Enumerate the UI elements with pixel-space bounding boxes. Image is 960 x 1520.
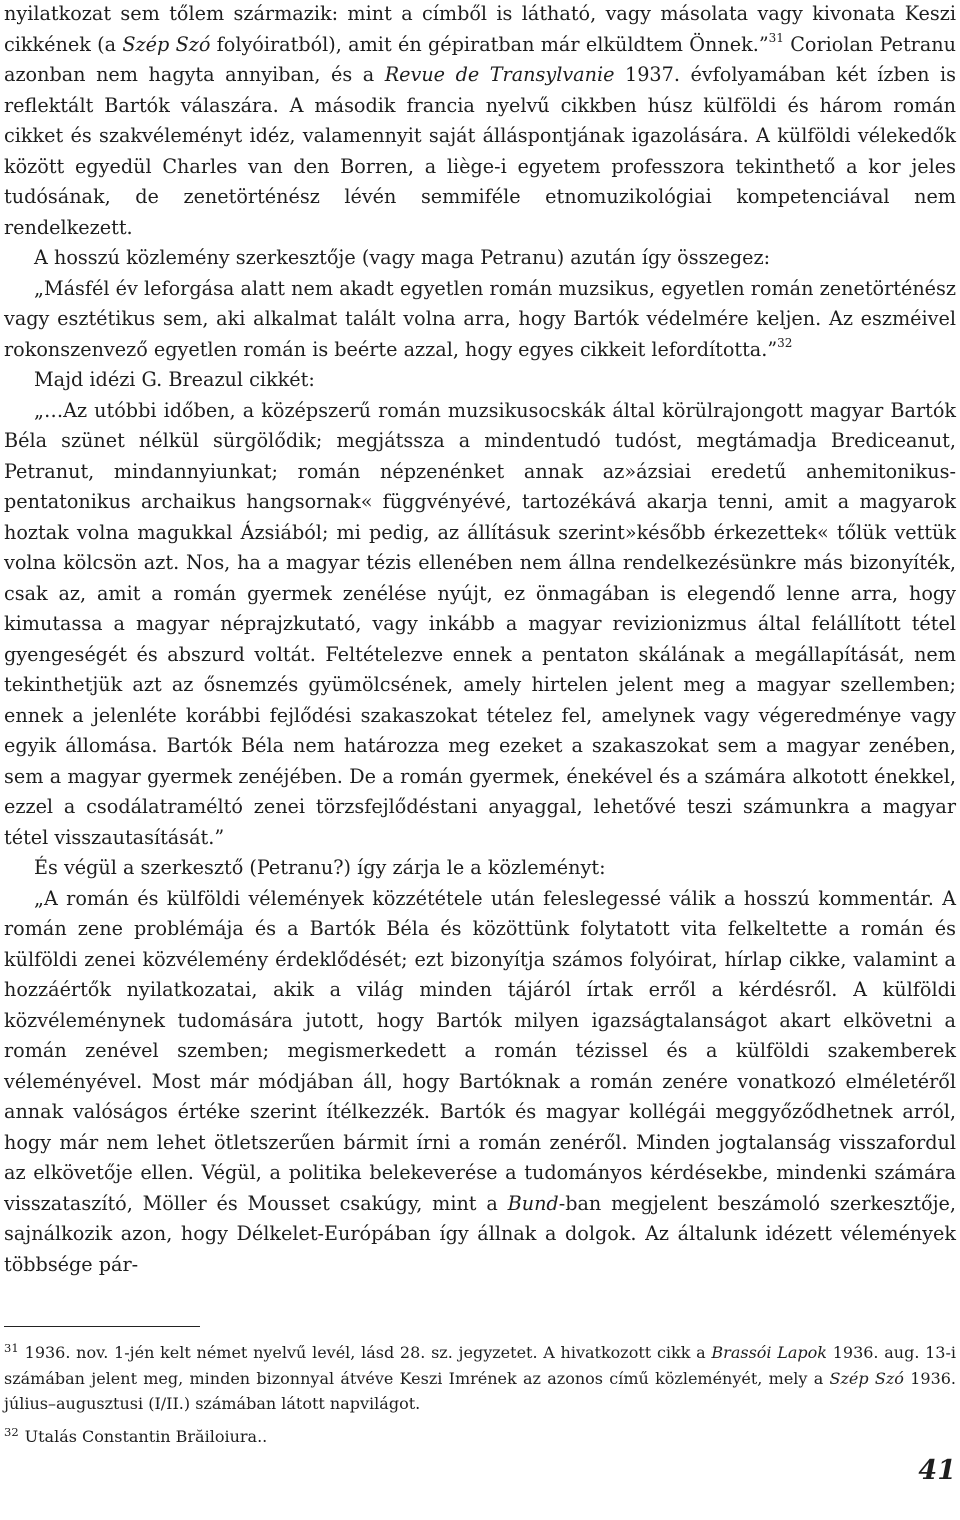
paragraph-6: És végül a szerkesztő (Petranu?) így zárja le a közleményt:	[34, 856, 606, 879]
paragraph-2: A hosszú közlemény szerkesztője (vagy maga Petranu) azután így összegez:	[34, 246, 771, 269]
paragraph-7-quote: „A román és külföldi vélemények közzététele után feleslegessé válik a hosszú kommentár. A román zene problémája és a Bartók Béla és közöttünk folytatott vita felkeltette a román és külföldi zenei közvélemény érdeklődését; ezt bizonyítja számos folyóirat, hírlap cikke, valamint a hozzáértők nyilatkozatai, akik a világ minden tájáról írtak erről a kérdésről. A külföldi közvéleménynek tudomására jutott, hogy Bartók milyen igazságtalanságot akart elkövetni a román zenével szemben; megismerkedett a román tézissel és a külföldi szakemberek véleményével. Most már módjában áll, hogy Bartóknak a román zenére vonatkozó elméletéről annak valóságos értéke szerint ítélkezzék. Bartók és magyar kollégái meggyőződhetnek arról, hogy már nem lehet ötletszerűen bármit írni a román zenéről. Minden jogtalanság visszafordul az elkövetője ellen. Végül, a politika belekeverése a tudományos kérdésekbe, mindenki számára visszataszító, Möller és Mousset csakúgy, mint a Bund-ban megjelent beszámoló szerkesztője, sajnálkozik azon, hogy Délkelet-Európában így állnak a dolgok. Az általunk idézett vélemények többsége pár-	[4, 886, 956, 1276]
footnote-31: $^{31}$ 1936. nov. 1-jén kelt német nyelvű levél, lásd 28. sz. jegyzetet. A hivatkozott cikk a Brassói Lapok 1936. aug. 13-i számában jelent meg, minden bizonnyal átvéve Keszi Imrének az azonos című közleményét, mely a Szép Szó 1936. július–augusztusi (I/II.) számában látott napvilágot.	[4, 1341, 957, 1413]
body-text	[4, 0, 956, 1280]
page-number: 41	[918, 1455, 956, 1486]
footnote-ref-32[interactable]: 32	[777, 335, 793, 350]
italic-title: Szép Szó	[122, 32, 211, 56]
footnote-number: 32	[4, 1424, 19, 1439]
italic-title: Szép Szó	[829, 1368, 904, 1388]
footnote-ref-31[interactable]: 31	[768, 30, 784, 45]
paragraph-3-quote: „Másfél év leforgása alatt nem akadt egyetlen román muzsikus, egyetlen román zenetörténész vagy esztétikus sem, aki alkalmat talált volna arra, hogy Bartók védelmére keljen. Az eszméivel rokonszenvező egyetlen román is beérte azzal, hogy egyes cikkeit lefordította.”$^{32}$	[4, 276, 956, 361]
footnotes	[4, 1340, 956, 1449]
footnote-divider	[4, 1326, 200, 1327]
italic-title: Brassói Lapok	[711, 1343, 827, 1362]
italic-title: Bund	[507, 1191, 559, 1215]
paragraph-4: Majd idézi G. Breazul cikkét:	[34, 368, 315, 391]
italic-title: Revue de Transylvanie	[384, 63, 615, 86]
paragraph-1: nyilatkozat sem tőlem származik: mint a címből is látható, vagy másolata vagy kivonata Keszi cikkének (a Szép Szó folyóiratból), amit én gépiratban már elküldtem Önnek.”$^{31}$ Coriolan Petranu azonban nem hagyta annyiban, és a Revue de Transylvanie 1937. évfolyamában két ízben is reflektált Bartók válaszára. A második francia nyelvű cikkben húsz külföldi és három román cikket és szakvéleményt idéz, valamennyit saját álláspontjának igazolására. A külföldi vélekedők között egyedül Charles van den Borren, a liège-i egyetem professzora tekinthető a kor jeles tudósának, de zenetörténész lévén semmiféle etnomuzikológiai kompetenciával nem rendelkezett.	[4, 2, 956, 239]
footnote-32: $^{32}$ Utalás Constantin Brăiloiura..	[4, 1424, 268, 1446]
footnote-number: 31	[4, 1341, 19, 1355]
paragraph-5-quote: „…Az utóbbi időben, a középszerű román muzsikusocskák által körülrajongott magyar Bartók Béla szünet nélkül sürgölődik; megjátssza a mindentudó tudóst, megtámadja Brediceanut, Petranut, mindannyiunkat; román népzenénket annak az»ázsiai eredetű anhemitonikus-pentatonikus archaikus hangsornak« függvényévé, tartozékává akarja tenni, amit a magyarok hoztak volna magukkal Ázsiából; mi pedig, az állításuk szerint»később érkezettek« tőlük vettük volna kölcsön azt. Nos, ha a magyar tézis ellenében nem állna rendelkezésünkre más bizonyíték, csak az, amit a román gyermek zenélése nyújt, ez önmagában is elegendő lenne arra, hogy kimutassa a magyar néprajzkutató, vagy inkább a magyar revizionizmus által felállított tétel gyengeségét és abszurd voltát. Feltételezve ennek a pentaton skálának a megállapítását, nem tekinthetjük azt az ősnemzés gyümölcsének, amely hirtelen jelent meg a magyar szellemben; ennek a jelenléte korábbi fejlődési szakaszokat tételez fel, amelynek vagy végeredménye vagy egyik állomása. Bartók Béla nem határozza meg ezeket a szakaszokat sem a magyar zenében, sem a magyar gyermek zenéjében. De a román gyermek, énekével és a számára alkotott énekkel, ezzel a csodálatraméltó zenei törzsfejlődéstani anyaggal, lehetővé teszi számunkra a magyar tétel visszautasítását.”	[4, 398, 956, 849]
